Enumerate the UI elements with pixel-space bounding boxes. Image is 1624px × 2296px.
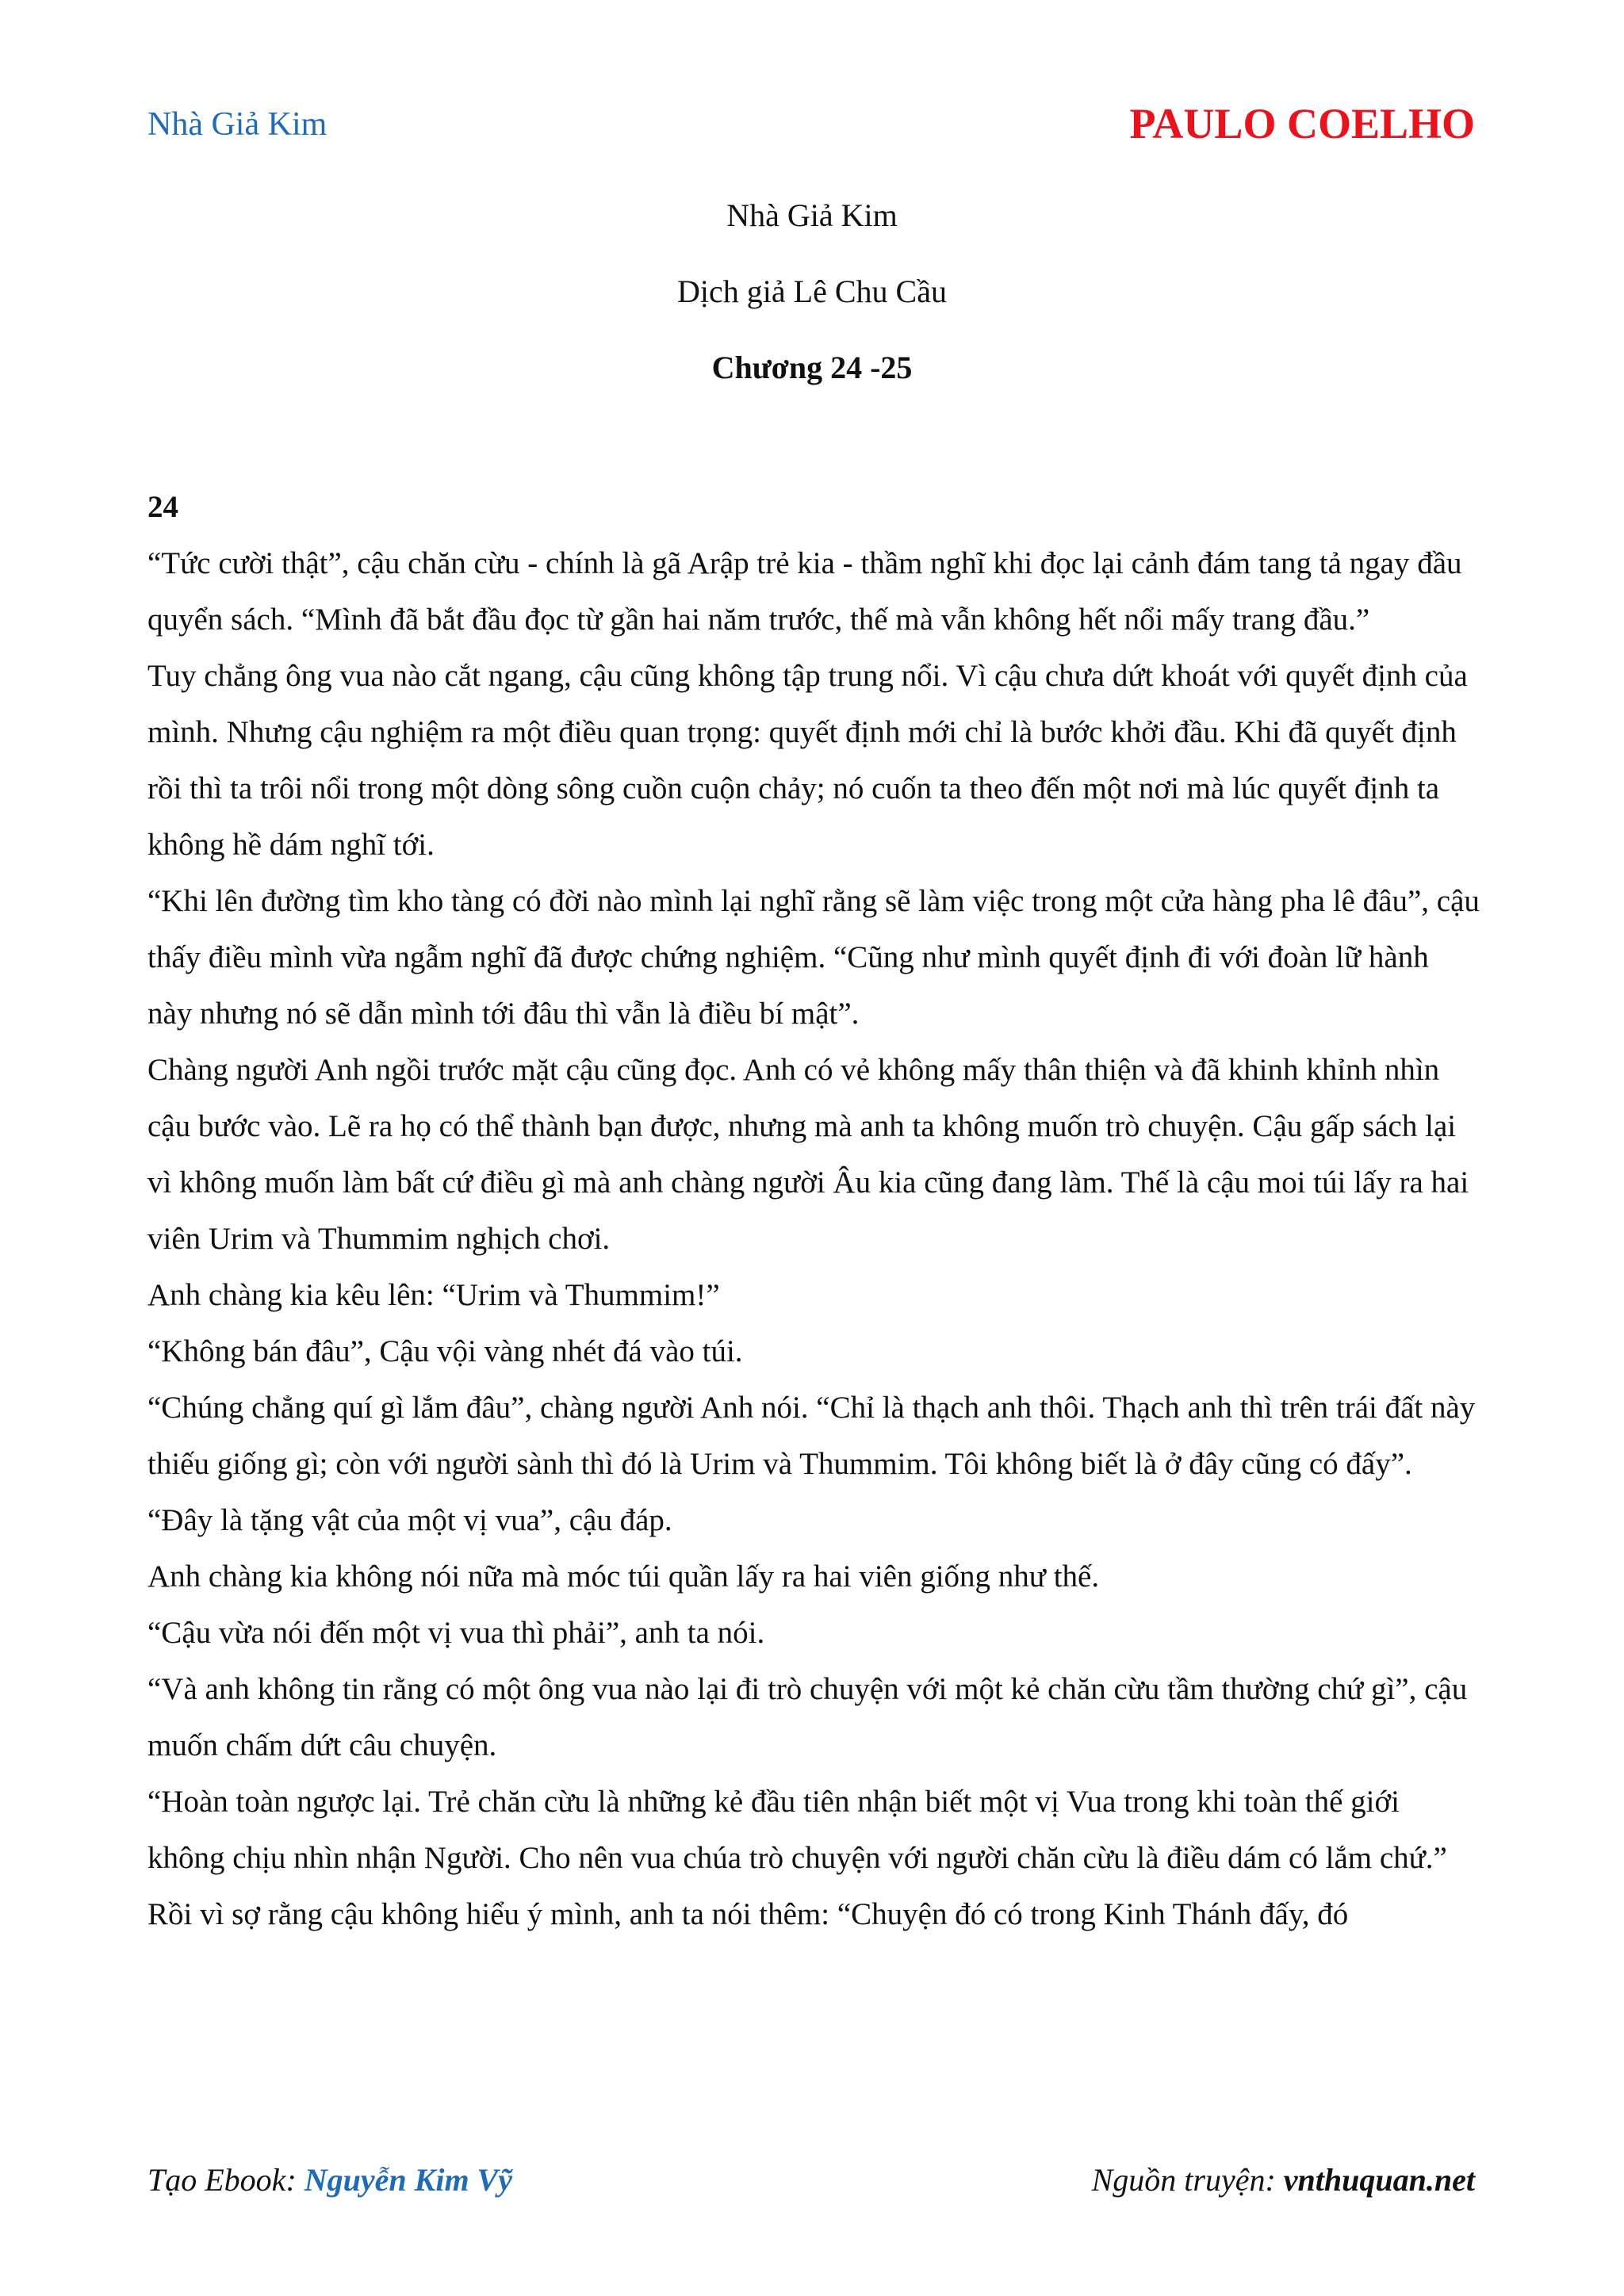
chapter-heading: Chương 24 -25	[711, 350, 913, 385]
translator-line: Dịch giả Lê Chu Cầu	[677, 274, 947, 309]
footer-source-site[interactable]: vnthuquan.net	[1283, 2162, 1475, 2198]
paragraph: Rồi vì sợ rằng cậu không hiểu ý mình, anh ta nói thêm: “Chuyện đó có trong Kinh Thánh đấy, đó	[147, 1897, 1349, 1931]
footer-ebook-credit	[147, 2161, 512, 2199]
chapter-number: 24	[147, 490, 178, 524]
paragraph: “Khi lên đường tìm kho tàng có đời nào mình lại nghĩ rằng sẽ làm việc trong một cửa hàng pha lê đâu”, cậu thấy điều mình vừa ngẫm nghĩ đã được chứng nghiệm. “Cũng như mình quyết định đi với đoàn lữ hành này nhưng nó sẽ dẫn mình tới đâu thì vẫn là điều bí mật”.	[147, 884, 1480, 1031]
footer-ebook-colon: :	[285, 2162, 304, 2198]
paragraph: “Đây là tặng vật của một vị vua”, cậu đáp.	[147, 1503, 672, 1537]
footer-ebook-label: Tạo Ebook	[147, 2162, 286, 2198]
paragraph: Anh chàng kia kêu lên: “Urim và Thummim!”	[147, 1278, 720, 1312]
paragraph: Chàng người Anh ngồi trước mặt cậu cũng đọc. Anh có vẻ không mấy thân thiện và đã khinh khỉnh nhìn cậu bước vào. Lẽ ra họ có thể thành bạn được, nhưng mà anh ta không muốn trò chuyện. Cậu gấp sách lại vì không muốn làm bất cứ điều gì mà anh chàng người Âu kia cũng đang làm. Thế là cậu moi túi lấy ra hai viên Urim và Thummim nghịch chơi.	[147, 1053, 1469, 1256]
chapter-body	[147, 479, 1480, 1942]
paragraph: “Hoàn toàn ngược lại. Trẻ chăn cừu là những kẻ đầu tiên nhận biết một vị Vua trong khi toàn thế giới không chịu nhìn nhận Người. Cho nên vua chúa trò chuyện với người chăn cừu là điều dám có lắm chứ.”	[147, 1785, 1447, 1875]
footer-source-colon: :	[1265, 2162, 1284, 2198]
book-title: Nhà Giả Kim	[726, 197, 898, 233]
header-book-title: Nhà Giả Kim	[147, 106, 327, 143]
footer-ebook-creator: Nguyễn Kim Vỹ	[304, 2162, 512, 2198]
header-author-name: PAULO COELHO	[1129, 100, 1475, 147]
footer-source-label: Nguồn truyện	[1091, 2162, 1266, 2198]
paragraph: “Tức cười thật”, cậu chăn cừu - chính là gã Arập trẻ kia - thầm nghĩ khi đọc lại cảnh đám tang tả ngay đầu quyển sách. “Mình đã bắt đầu đọc từ gần hai năm trước, thế mà vẫn không hết nổi mấy trang đầu.”	[147, 546, 1462, 637]
footer-source-credit	[1092, 2161, 1475, 2199]
paragraph: “Không bán đâu”, Cậu vội vàng nhét đá vào túi.	[147, 1334, 743, 1368]
paragraph: “Và anh không tin rằng có một ông vua nào lại đi trò chuyện với một kẻ chăn cừu tầm thường chứ gì”, cậu muốn chấm dứt câu chuyện.	[147, 1672, 1468, 1762]
paragraph: Tuy chẳng ông vua nào cắt ngang, cậu cũng không tập trung nổi. Vì cậu chưa dứt khoát với quyết định của mình. Nhưng cậu nghiệm ra một điều quan trọng: quyết định mới chỉ là bước khởi đầu. Khi đã quyết định rồi thì ta trôi nổi trong một dòng sông cuồn cuộn chảy; nó cuốn ta theo đến một nơi mà lúc quyết định ta không hề dám nghĩ tới.	[147, 659, 1468, 862]
paragraph: “Chúng chẳng quí gì lắm đâu”, chàng người Anh nói. “Chỉ là thạch anh thôi. Thạch anh thì trên trái đất này thiếu giống gì; còn với người sành thì đó là Urim và Thummim. Tôi không biết là ở đây cũng có đấy”.	[147, 1391, 1476, 1481]
paragraph: “Cậu vừa nói đến một vị vua thì phải”, anh ta nói.	[147, 1616, 765, 1650]
paragraph: Anh chàng kia không nói nữa mà móc túi quần lấy ra hai viên giống như thế.	[147, 1559, 1100, 1594]
